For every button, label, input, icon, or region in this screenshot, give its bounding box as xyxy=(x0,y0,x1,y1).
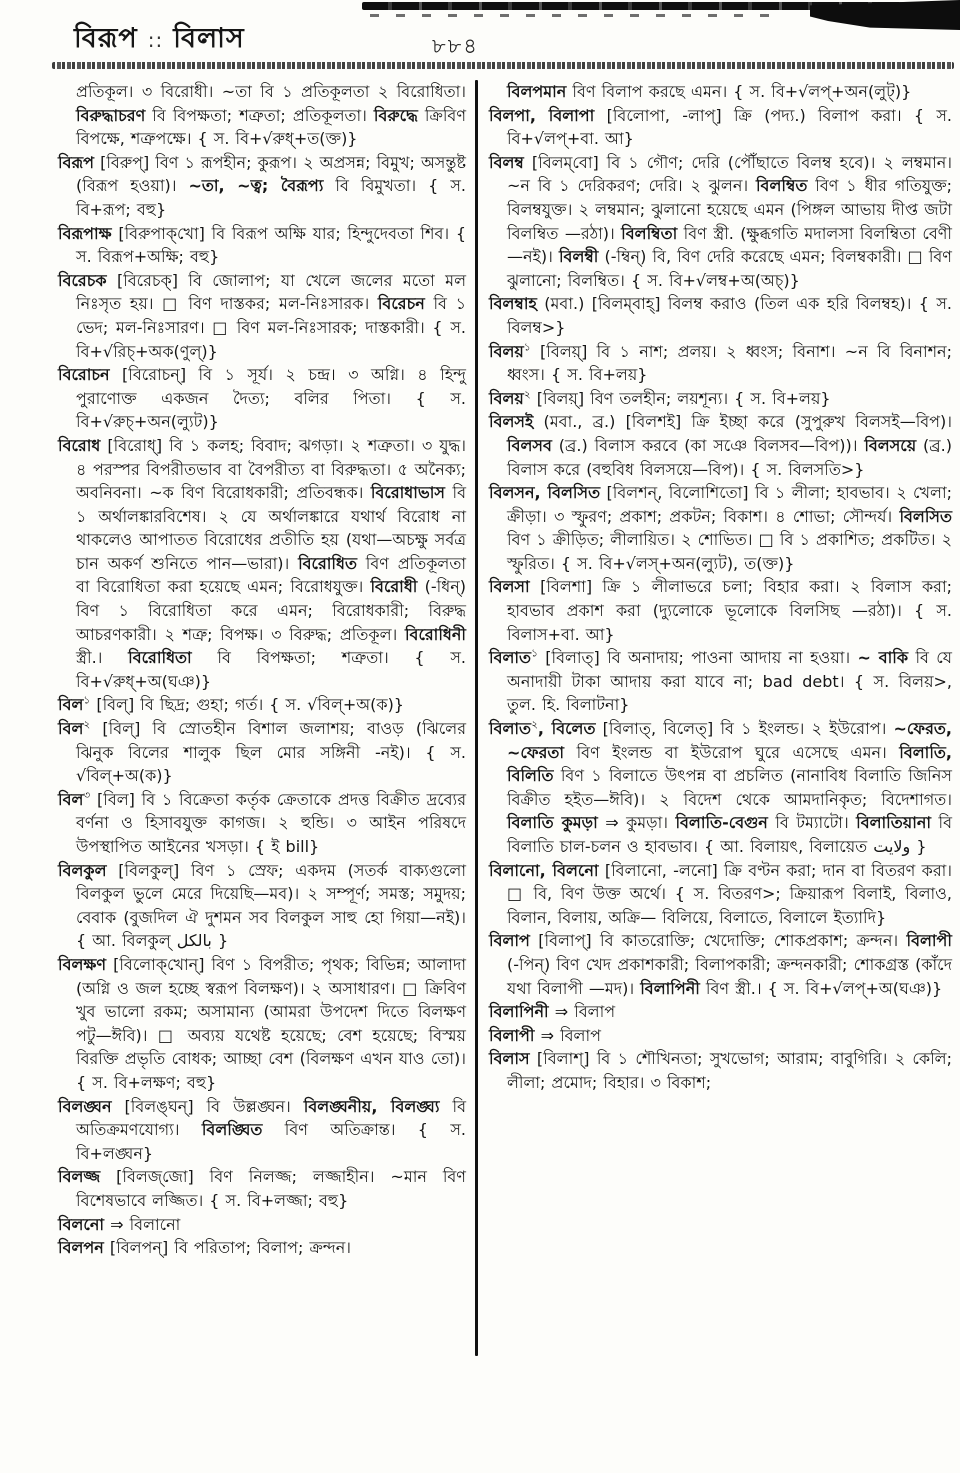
column-left xyxy=(58,80,466,1260)
dictionary-entry: বিলাপী ⇒ বিলাপ xyxy=(489,1025,601,1045)
headword: বিরুদ্ধাচরণ xyxy=(76,105,146,125)
dictionary-body xyxy=(58,80,952,1356)
headword: বিলানো, বিলনো xyxy=(489,860,599,880)
headword: বিলপা, বিলাপা xyxy=(489,105,595,125)
dictionary-entry: বিলম্ব [বিলম্‌বো] বি ১ গৌণ; দেরি (পৌঁছাতে বিলম্ব হবে)। ২ লম্বমান। ~ন বি ১ দেরিকরণ; দেরি। ২ ঝুলন। বিলম্বিত বিণ ১ ধীর গতিযুক্ত; বিলম্বযুক্ত। ২ লম্বমান; ঝুলানো হয়েছে এমন (পিঙ্গল আভায় দীপ্ত জটা বিলম্বিত —রঠা)। বিলম্বিতা বিণ স্ত্রী. (ক্ষুব্ধগতি মদালসা বিলম্বিতা বেণী—নই)। বিলম্বী (-ম্বিন্) বি, বিণ দেরি করেছে এমন; বিলম্বকারী। □ বিণ ঝুলানো; বিলম্বিত। { স. বি+√লম্ব+অ(অচ্)} xyxy=(489,152,953,290)
dictionary-entry: প্রতিকূল। ৩ বিরোধী। ~তা বি ১ প্রতিকূলতা ২ বিরোধিতা। বিরুদ্ধাচরণ বি বিপক্ষতা; শত্রুতা; প্রতিকূলতা। বিরুদ্ধে ক্রিবিণ বিপক্ষে, শত্রুপক্ষে। { স. বি+√রুধ্+ত(ক্ত)} xyxy=(76,82,466,149)
dictionary-entry: বিরূপ [বিরুপ্] বিণ ১ রূপহীন; কুরূপ। ২ অপ্রসন্ন; বিমুখ; অসন্তুষ্ট (বিরূপ হওয়া)। ~তা, ~ত্ব; বৈরূপ্য বি বিমুখতা। { স. বি+রূপ; বহু} xyxy=(58,152,467,219)
headword: বিরোধিতা xyxy=(128,648,192,668)
dictionary-entry: বিল$^৩$ [বিল] বি ১ বিক্রেতা কর্তৃক ক্রেতাকে প্রদত্ত বিক্রীত দ্রব্যের বর্ণনা ও হিসাবযুক্ত কাগজ। ২ হুন্ডি। ৩ আইন পরিষদে উপস্থাপিত আইনের খসড়া। { ই bill} xyxy=(58,789,466,856)
dictionary-entry: বিলপমান বিণ বিলাপ করছে এমন। { স. বি+√লপ্+অন(লুট্)} xyxy=(507,82,912,101)
headword: বিলাপিনী xyxy=(489,1002,549,1022)
dictionary-entry: বিলপা, বিলাপা [বিলোপা, -লাপ্] ক্রি (পদ্য.) বিলাপ করা। { স. বি+√লপ্+বা. আ} xyxy=(489,105,952,149)
headword: বিলাতি-বেগুন xyxy=(675,813,768,833)
headword: বিলয় xyxy=(489,341,524,361)
page-number: ৮৮৪ xyxy=(432,34,479,58)
dictionary-entry: বিলাত$^১$ [বিলাত্] বি অনাদায়; পাওনা আদায় না হওয়া। ~ বাকি বি যে অনাদায়ী টাকা আদায় করা যাবে না; bad debt। { স. বিলয়>, তুল. হি. বিলাটনা} xyxy=(489,647,952,715)
headword: বিল xyxy=(58,789,84,809)
running-head-last-word: বিলাস xyxy=(173,23,245,54)
dictionary-entry: বিলাত$^২$, বিলেত [বিলাত্, বিলেত্] বি ১ ইংলন্ড। ২ ইউরোপ। ~ফেরত, ~ফেরতা বিণ ইংলন্ড বা ইউরোপ ঘুরে এসেছে এমন। বিলাতি, বিলিতি বিণ ১ বিলাতে উৎপন্ন বা প্রচলিত (নানাবিধ বিলাতি জিনিস বিক্রীত হইত—ঈবি)। ২ বিদেশ থেকে আমদানিকৃত; বিদেশাগত। বিলাতি কুমড়া ⇒ কুমড়া। বিলাতি-বেগুন বি টম্যাটো। বিলাতিয়ানা বি বিলাতি চাল-চলন ও হাবভাব। { আ. বিলায়ৎ, বিলায়েত ولايت } xyxy=(489,718,952,856)
dictionary-entry: বিলকুল [বিলকুল্] বিণ ১ স্রেফ; একদম (সতর্ক বাক্যগুলো বিলকুল ভুলে মেরে দিয়েছি—মব)। ২ সম্পূর্ণ; সমস্ত; সমুদয়; বেবাক (বুজদিল ঐ দুশমন সব বিলকুল সাহু হো গিয়া—নই)। { আ. বিলকুল্ بالكل } xyxy=(58,860,466,951)
homograph-number: ৩ xyxy=(83,789,91,802)
headword: বিলসা xyxy=(489,577,530,597)
headword: বিরেচক xyxy=(58,270,107,290)
headword: বিলজ্জ xyxy=(58,1167,101,1187)
headword: বিলাপিনী xyxy=(640,978,700,998)
dictionary-entry: বিল$^১$ [বিল্] বি ছিদ্র; গুহা; গর্ত। { স. √বিল্+অ(ক)} xyxy=(58,695,404,715)
homograph-number: ১ xyxy=(83,695,91,708)
dictionary-entry: বিলনো ⇒ বিলানো xyxy=(58,1214,181,1234)
headword: বিলাত xyxy=(489,719,532,739)
headword: বিলাস xyxy=(489,1049,530,1069)
headword: ~ফেরত, ~ফেরতা xyxy=(507,719,952,762)
headword: বিলম্বাহ xyxy=(489,294,537,314)
headword: বিলসই xyxy=(489,412,534,432)
dictionary-entry: বিরেচক [বিরেচক্] বি জোলাপ; যা খেলে জলের মতো মল নিঃসৃত হয়। □ বিণ দাস্তকর; মল-নিঃসারক। বিরেচন বি ১ ভেদ; মল-নিঃসারণ। □ বিণ মল-নিঃসারক; দাস্তকারী। { স. বি+√রিচ্+অক(ণুল্)} xyxy=(58,270,466,361)
dictionary-entry: বিরোচন [বিরোচন্] বি ১ সূর্য। ২ চন্দ্র। ৩ অগ্নি। ৪ হিন্দু পুরাণোক্ত একজন দৈত্য; বলির পিতা। { স. বি+√রুচ্+অন(ল্যুট)} xyxy=(58,365,466,432)
dictionary-entry: বিলাস [বিলাশ্] বি ১ শৌখিনতা; সুখভোগ; আরাম; বাবুগিরি। ২ কেলি; লীলা; প্রমোদ; বিহার। ৩ বিকাশ; xyxy=(489,1049,952,1092)
headword: বিরোধাভাস xyxy=(370,483,445,503)
headword: বিলাপী xyxy=(906,931,952,951)
header-rule xyxy=(52,62,954,69)
headword: বিলাতি, বিলিতি xyxy=(507,742,952,786)
headword: বিলসিত xyxy=(899,506,952,526)
headword: বিলাপী xyxy=(489,1025,535,1045)
headword: বিলক্ষণ xyxy=(58,954,107,974)
homograph-number: ২ xyxy=(531,718,538,731)
scan-artifact-flecks xyxy=(370,14,770,17)
dictionary-entry: বিলয়$^২$ [বিলয়্] বিণ তলহীন; লয়শূন্য। { স. বি+লয়} xyxy=(489,388,831,408)
dictionary-entry: বিল$^২$ [বিল্] বি স্রোতহীন বিশাল জলাশয়; বাওড় (ঝিলের ঝিনুক বিলের শালুক ছিল মোর সঙ্গিনী -নই)। { স. √বিল্+অ(ক)} xyxy=(58,718,466,786)
headword: বিলপন xyxy=(58,1238,104,1258)
dictionary-entry: বিলঙ্ঘন [বিলঙ্‌ঘন্] বি উল্লঙ্ঘন। বিলঙ্ঘনীয়, বিলঙ্ঘ্য বি অতিক্রমণযোগ্য। বিলঙ্ঘিত বিণ অতিক্রান্ত। { স. বি+লঙ্ঘন} xyxy=(58,1096,466,1163)
running-head-first-word: বিরূপ xyxy=(74,23,138,54)
headword: বিলসন, বিলসিত xyxy=(489,483,601,503)
headword: বিলঙ্ঘনীয়, বিলঙ্ঘ্য xyxy=(303,1096,440,1116)
homograph-number: ২ xyxy=(523,388,531,401)
dictionary-entry: বিলাপিনী ⇒ বিলাপ xyxy=(489,1002,616,1022)
homograph-number: ২ xyxy=(83,718,91,731)
dictionary-entry: বিলম্বাহ (মবা.) [বিলম্‌বাহ্] বিলম্ব করাও (তিল এক হরি বিলম্বহ)। { স. বিলম্ব>} xyxy=(489,294,952,337)
homograph-number: ১ xyxy=(523,341,531,354)
headword: বিরূপাক্ষ xyxy=(58,223,112,243)
headword: বিরেচন xyxy=(377,294,425,314)
headword: বিলসব xyxy=(507,435,552,455)
headword: বিলঙ্ঘিত xyxy=(201,1120,263,1140)
headword: , বিলেত xyxy=(537,719,596,739)
dictionary-entry: বিলক্ষণ [বিলোক্‌খোন্] বিণ ১ বিপরীত; পৃথক; বিভিন্ন; আলাদা (অগ্নি ও জল হচ্ছে স্বরূপ বিলক্ষণ)। ২ অসাধারণ। □ ক্রিবিণ খুব ভালো রকম; অসামান্য (আমরা উপদেশ দিতে বিলক্ষণ পটু—ঈবি)। □ অব্যয় যথেষ্ট হয়েছে; বেশ হয়েছে; বিস্ময় বিরক্তি প্রভৃতি বোধক; আচ্ছা বেশ (বিলক্ষণ এখন যাও তো)। { স. বি+লক্ষণ; বহু} xyxy=(58,954,466,1092)
headword: ~ বাকি xyxy=(857,648,909,668)
running-head-separator: :: xyxy=(147,28,164,52)
dictionary-entry: বিরূপাক্ষ [বিরুপাক্‌খো] বি বিরূপ অক্ষি যার; হিন্দুদেবতা শিব। { স. বিরূপ+অক্ষি; বহু} xyxy=(58,223,466,267)
headword: বিলম্বিতা xyxy=(621,223,678,243)
headword: বিলনো xyxy=(58,1214,105,1234)
headword: বিরোধী xyxy=(370,577,418,597)
headword: বিলম্বিত xyxy=(755,176,808,196)
headword: বিল xyxy=(58,719,84,739)
dictionary-entry: বিলজ্জ [বিলজ্‌জো] বিণ নিলজ্জ; লজ্জাহীন। ~মান বিণ বিশেষভাবে লজ্জিত। { স. বি+লজ্জা; বহু} xyxy=(58,1167,466,1210)
dictionary-entry: বিলাপ [বিলাপ্] বি কাতরোক্তি; খেদোক্তি; শোকপ্রকাশ; ক্রন্দন। বিলাপী (-পিন্) বিণ খেদ প্রকাশকারী; বিলাপকারী; ক্রন্দনকারী; শোকগ্রস্ত (কাঁদে যথা বিলাপী —মদ)। বিলাপিনী বিণ স্ত্রী.। { স. বি+√লপ্+অ(ঘঞ)} xyxy=(489,931,952,998)
dictionary-entry: বিলপন [বিলপন্] বি পরিতাপ; বিলাপ; ক্রন্দন। xyxy=(58,1238,351,1258)
headword: বিলম্বী xyxy=(558,247,599,267)
headword: ~তা, ~ত্ব; বৈরূপ্য xyxy=(188,176,324,196)
dictionary-entry: বিরোধ [বিরোধ্] বি ১ কলহ; বিবাদ; ঝগড়া। ২ শত্রুতা। ৩ যুদ্ধ। ৪ পরস্পর বিপরীতভাব বা বৈপরীত্য বা বিরুদ্ধতা। ৫ অনৈক্য; অবনিবনা। ~ক বিণ বিরোধকারী; প্রতিবন্ধক। বিরোধাভাস বি ১ অর্থালঙ্কারবিশেষ। ২ যে অর্থালঙ্কারে যথার্থ বিরোধ না থাকলেও আপাতত বিরোধের প্রতীতি হয় (যথা—অচক্ষু সর্বত্র চান অকর্ণ শুনিতে পান—ভারা)। বিরোধিত বিণ প্রতিকূলতা বা বিরোধিতা করা হয়েছে এমন; বিরোধযুক্ত। বিরোধী (-ধিন্) বিণ ১ বিরোধিতা করে এমন; বিরোধকারী; বিরুদ্ধ আচরণকারী। ২ শত্রু; বিপক্ষ। ৩ বিরুদ্ধ; প্রতিকূল। বিরোধিনী স্ত্রী.। বিরোধিতা বি বিপক্ষতা; শত্রুতা। { স. বি+√রুধ্+অ(ঘঞ)} xyxy=(58,435,466,691)
headword: বিলম্ব xyxy=(489,152,524,172)
headword: বিরুদ্ধে xyxy=(373,105,418,125)
headword: বিরূপ xyxy=(58,152,94,172)
headword: বিলাত xyxy=(489,648,532,668)
running-head xyxy=(74,18,245,63)
headword: বিরোধ xyxy=(58,435,101,455)
headword: বিলাতিয়ানা xyxy=(856,813,932,833)
headword: বিলপমান xyxy=(507,82,567,101)
dictionary-entry: বিলয়$^১$ [বিলয়্] বি ১ নাশ; প্রলয়। ২ ধ্বংস; বিনাশ। ~ন বি বিনাশন; ধ্বংস। { স. বি+লয়} xyxy=(489,341,952,385)
dictionary-entry: বিলানো, বিলনো [বিলানো, -লনো] ক্রি বণ্টন করা; দান বা বিতরণ করা। □ বি, বিণ উক্ত অর্থে। { স. বিতরণ>; ক্রিয়ারূপ বিলাই, বিলাও, বিলান, বিলায়, অক্রি— বিলিয়ে, বিলাতে, বিলালে ইত্যাদি} xyxy=(489,860,952,927)
dictionary-entry: বিলসা [বিলশা] ক্রি ১ লীলাভরে চলা; বিহার করা। ২ বিলাস করা; হাবভাব প্রকাশ করা (দ্যুলোকে ভূলোকে বিলসিছ —রঠা)। { স. বিলাস+বা. আ} xyxy=(489,577,952,644)
headword: বিরোধিনী xyxy=(404,624,466,644)
headword: বিরোধিত xyxy=(298,553,357,573)
headword: বিরোচন xyxy=(58,365,110,385)
dictionary-entry: বিলসই (মবা., ব্র.) [বিলশই] ক্রি ইচ্ছা করে (সুপুরুখ বিলসই—বিপ)। বিলসব (ব্র.) বিলাস করবে (কা সঞে বিলসব—বিপ))। বিলসয়ে (ব্র.) বিলাস করে (বহুবিধ বিলসয়ে—বিপ)। { স. বিলসতি>} xyxy=(489,412,952,479)
homograph-number: ১ xyxy=(531,647,538,660)
headword: বিলকুল xyxy=(58,860,107,880)
headword: বিল xyxy=(58,695,84,715)
headword: বিলাতি কুমড়া xyxy=(507,813,598,833)
dictionary-entry: বিলসন, বিলসিত [বিলশন্, বিলোশিতো] বি ১ লীলা; হাবভাব। ২ খেলা; ক্রীড়া। ৩ স্ফুরণ; প্রকাশ; প্রকটন; বিকাশ। ৪ শোভা; সৌন্দর্য। বিলসিত বিণ ১ ক্রীড়িত; লীলায়িত। ২ শোভিত। □ বি ১ প্রকাশিত; প্রকটিত। ২ স্ফুরিত। { স. বি+√লস্+অন(ল্যুট), ত(ক্ত)} xyxy=(489,483,952,573)
headword: বিলঙ্ঘন xyxy=(58,1096,112,1116)
headword: বিলাপ xyxy=(489,931,530,951)
headword: বিলসয়ে xyxy=(864,435,917,455)
column-right xyxy=(478,80,952,1095)
headword: বিলয় xyxy=(489,388,524,408)
